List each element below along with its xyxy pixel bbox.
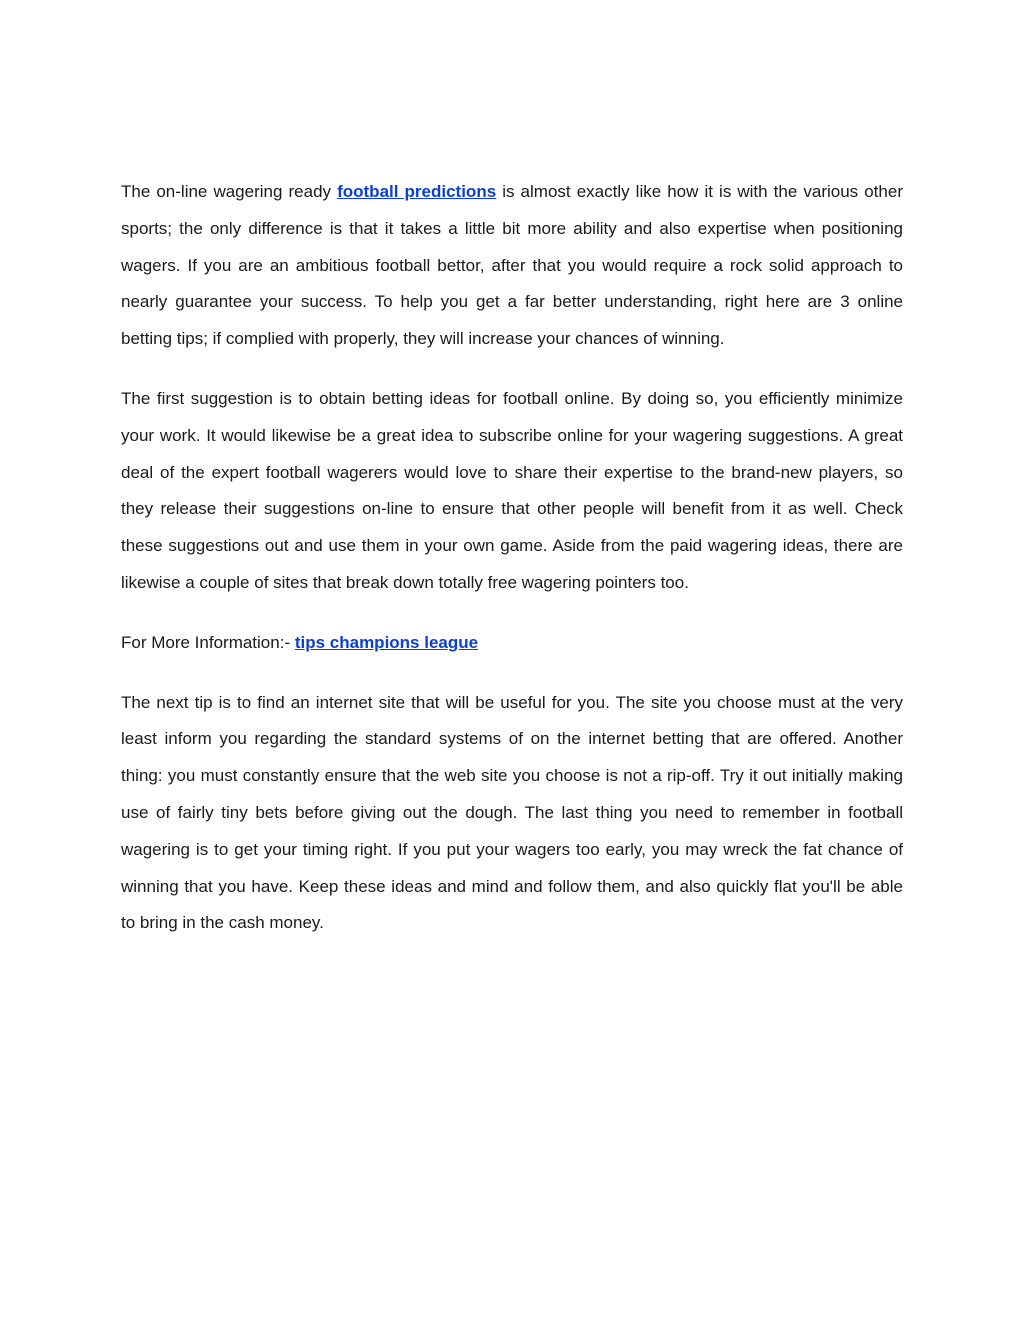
more-information-paragraph: [121, 625, 903, 662]
next-tip-paragraph: The next tip is to find an internet site that will be useful for you. The site you choose must at the very least inform you regarding the standard systems of on the internet betting that are offered. Another thing: you must constantly ensure that the web site you choose is not a rip-off. Try it out initially making use of fairly tiny bets before giving out the dough. The last thing you need to remember in football wagering is to get your timing right. If you put your wagers too early, you may wreck the fat chance of winning that you have. Keep these ideas and mind and follow them, and also quickly flat you'll be able to bring in the cash money.: [121, 692, 903, 933]
document-page: [121, 174, 903, 965]
more-information-label: For More Information:-: [121, 632, 295, 652]
intro-paragraph: [121, 174, 903, 358]
first-suggestion-paragraph: The first suggestion is to obtain betting ideas for football online. By doing so, you efficiently minimize your work. It would likewise be a great idea to subscribe online for your wagering suggestions. A great deal of the expert football wagerers would love to share their expertise to the brand-new players, so they release their suggestions on-line to ensure that other people will benefit from it as well. Check these suggestions out and use them in your own game. Aside from the paid wagering ideas, there are likewise a couple of sites that break down totally free wagering pointers too.: [121, 388, 903, 592]
football-predictions-link[interactable]: football predictions: [337, 182, 497, 201]
tips-champions-league-link[interactable]: tips champions league: [294, 632, 479, 652]
intro-text-before: The on-line wagering ready: [121, 182, 338, 201]
intro-text-after: is almost exactly like how it is with the various other sports; the only difference is that it takes a little bit more ability and also expertise when positioning wagers. If you are an ambitious football bettor, after that you would require a rock solid approach to nearly guarantee your success. To help you get a far better understanding, right here are 3 online betting tips; if complied with properly, they will increase your chances of winning.: [121, 182, 903, 349]
